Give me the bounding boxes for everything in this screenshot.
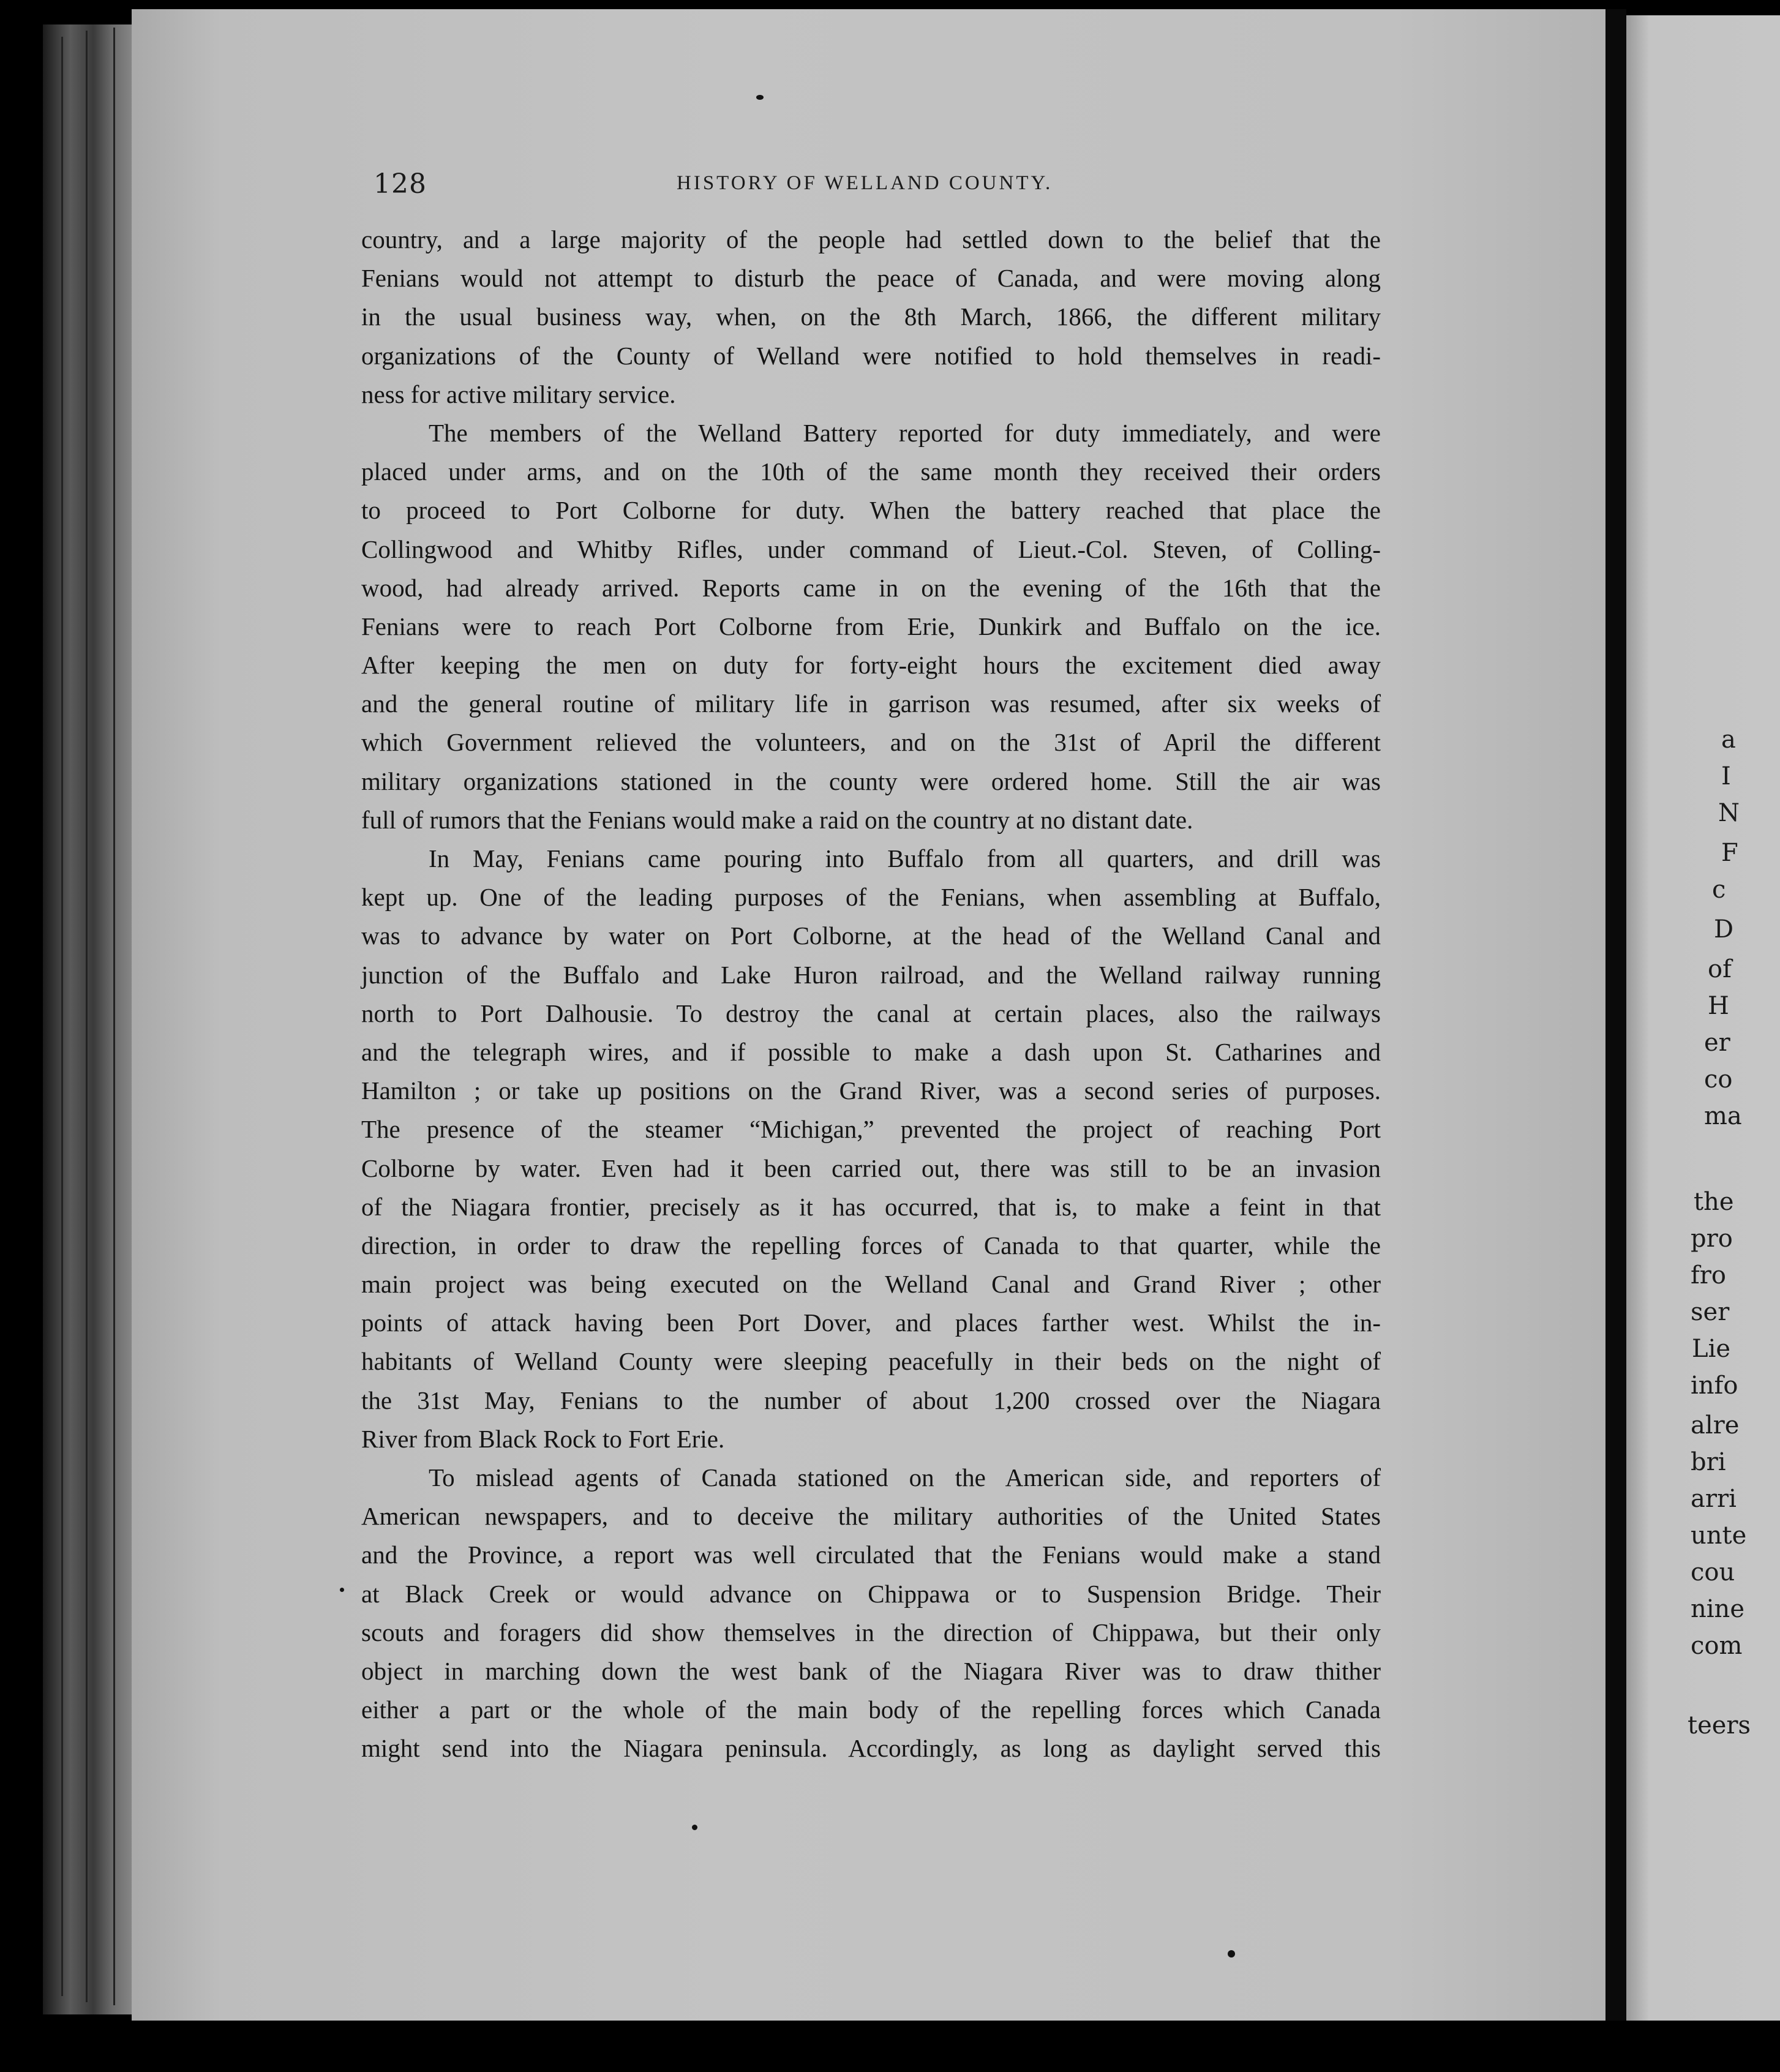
text-line: and the general routine of military life in garrison was resumed, after six weeks of: [361, 689, 1381, 718]
text-line: might send into the Niagara peninsula. Accordingly, as long as daylight served this: [361, 1734, 1381, 1763]
facing-page-text-fragment: of: [1708, 955, 1732, 983]
dust-speck: [756, 95, 764, 100]
text-line: placed under arms, and on the 10th of the same month they received their orders: [361, 457, 1381, 486]
facing-page-text-fragment: arri: [1691, 1485, 1737, 1513]
text-line: Colborne by water. Even had it been carried out, there was still to be an invasion: [361, 1154, 1381, 1182]
text-line: Fenians were to reach Port Colborne from Erie, Dunkirk and Buffalo on the ice.: [361, 612, 1381, 640]
text-line: which Government relieved the volunteers, and on the 31st of April the different: [361, 728, 1381, 757]
book-binding: [43, 24, 135, 2014]
facing-page-text-fragment: H: [1708, 992, 1729, 1020]
text-line: of the Niagara frontier, precisely as it has occurred, that is, to make a feint in that: [361, 1192, 1381, 1221]
dust-speck: [340, 1588, 344, 1592]
text-line: country, and a large majority of the people had settled down to the belief that the: [361, 225, 1381, 253]
running-head: HISTORY OF WELLAND COUNTY.: [677, 172, 1053, 194]
text-line: Fenians would not attempt to disturb the peace of Canada, and were moving along: [361, 264, 1381, 293]
text-line: to proceed to Port Colborne for duty. When the battery reached that place the: [361, 496, 1381, 525]
facing-page-text-fragment: com: [1691, 1632, 1743, 1660]
page-number: 128: [374, 168, 427, 200]
body-text: [361, 220, 1381, 1768]
facing-page-text-fragment: c: [1712, 876, 1726, 904]
page-edge-line: [86, 31, 88, 2002]
text-line: River from Black Rock to Fort Erie.: [361, 1424, 725, 1453]
text-line: points of attack having been Port Dover, and places farther west. Whilst the in-: [361, 1308, 1381, 1337]
facing-page-text-fragment: Lie: [1692, 1335, 1731, 1363]
facing-page-text-fragment: cou: [1691, 1558, 1735, 1586]
facing-page-edge: [1626, 15, 1780, 2030]
text-line: either a part or the whole of the main body of the repelling forces which Canada: [361, 1695, 1381, 1724]
facing-page-text-fragment: teers: [1688, 1711, 1751, 1740]
text-line: main project was being executed on the Welland Canal and Grand River ; other: [361, 1270, 1381, 1299]
text-line: north to Port Dalhousie. To destroy the canal at certain places, also the railways: [361, 999, 1381, 1027]
facing-page-text-fragment: er: [1704, 1029, 1730, 1057]
text-line: wood, had already arrived. Reports came in on the evening of the 16th that the: [361, 573, 1381, 602]
text-line: and the telegraph wires, and if possible to make a dash upon St. Catharines and: [361, 1037, 1381, 1066]
facing-page-text-fragment: a: [1721, 726, 1736, 754]
page-header: [374, 168, 1617, 205]
facing-page-text-fragment: pro: [1691, 1225, 1733, 1253]
text-line: ness for active military service.: [361, 380, 676, 408]
text-line: In May, Fenians came pouring into Buffalo from all quarters, and drill was: [429, 844, 1381, 873]
text-line: object in marching down the west bank of the Niagara River was to draw thither: [361, 1656, 1381, 1685]
text-line: the 31st May, Fenians to the number of about 1,200 crossed over the Niagara: [361, 1386, 1381, 1414]
dust-speck: [692, 1825, 697, 1830]
bottom-shadow: [0, 2021, 1780, 2072]
facing-page-text-fragment: F: [1721, 839, 1738, 867]
text-line: direction, in order to draw the repelling forces of Canada to that quarter, while the: [361, 1231, 1381, 1259]
text-line: kept up. One of the leading purposes of the Fenians, when assembling at Buffalo,: [361, 883, 1381, 912]
text-line: junction of the Buffalo and Lake Huron railroad, and the Welland railway running: [361, 960, 1381, 989]
text-line: was to advance by water on Port Colborne, at the head of the Welland Canal and: [361, 922, 1381, 950]
page-edge-line: [113, 28, 115, 2005]
text-line: scouts and foragers did show themselves in the direction of Chippawa, but their only: [361, 1618, 1381, 1646]
text-line: in the usual business way, when, on the 8th March, 1866, the different military: [361, 302, 1381, 331]
facing-page-text-fragment: info: [1691, 1372, 1738, 1400]
text-line: American newspapers, and to deceive the military authorities of the United States: [361, 1502, 1381, 1531]
text-line: The presence of the steamer “Michigan,” prevented the project of reaching Port: [361, 1115, 1381, 1144]
dust-speck: [1228, 1950, 1235, 1958]
facing-page-text-fragment: N: [1718, 799, 1740, 827]
text-line: After keeping the men on duty for forty-eight hours the excitement died away: [361, 651, 1381, 680]
book-gutter: [1605, 9, 1626, 2030]
facing-page-text-fragment: ser: [1691, 1298, 1730, 1326]
text-line: organizations of the County of Welland were notified to hold themselves in readi-: [361, 341, 1381, 370]
facing-page-text-fragment: the: [1694, 1188, 1734, 1216]
text-line: and the Province, a report was well circulated that the Fenians would make a stand: [361, 1541, 1381, 1569]
text-line: Hamilton ; or take up positions on the Grand River, was a second series of purposes.: [361, 1076, 1381, 1105]
text-line: habitants of Welland County were sleeping peacefully in their beds on the night of: [361, 1347, 1381, 1376]
facing-page-text-fragment: fro: [1691, 1261, 1727, 1289]
facing-page-text-fragment: co: [1704, 1065, 1733, 1094]
text-line: full of rumors that the Fenians would make a raid on the country at no distant date.: [361, 805, 1193, 834]
text-line: military organizations stationed in the county were ordered home. Still the air was: [361, 767, 1381, 795]
facing-page-text-fragment: nine: [1691, 1595, 1744, 1623]
facing-page-text-fragment: unte: [1691, 1522, 1747, 1550]
text-line: To mislead agents of Canada stationed on the American side, and reporters of: [429, 1463, 1381, 1492]
facing-page-text-fragment: bri: [1691, 1448, 1726, 1476]
text-line: The members of the Welland Battery reported for duty immediately, and were: [429, 418, 1381, 447]
text-line: at Black Creek or would advance on Chippawa or to Suspension Bridge. Their: [361, 1579, 1381, 1608]
facing-page-text-fragment: D: [1714, 915, 1734, 944]
facing-page-text-fragment: I: [1721, 762, 1731, 790]
page-edge-line: [61, 37, 63, 1996]
facing-page-text-fragment: ma: [1704, 1102, 1742, 1130]
text-line: Collingwood and Whitby Rifles, under command of Lieut.-Col. Steven, of Colling-: [361, 535, 1381, 563]
facing-page-text-fragment: alre: [1691, 1411, 1740, 1440]
